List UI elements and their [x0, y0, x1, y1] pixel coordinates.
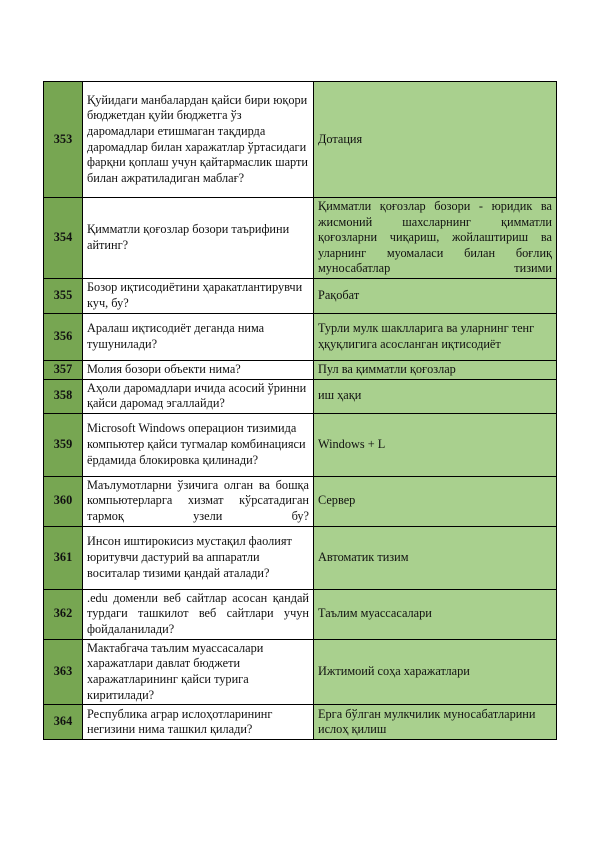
- row-number: 363: [44, 639, 83, 704]
- table-row: [44, 313, 557, 360]
- answer-cell: Ижтимоий соҳа харажатлари: [314, 639, 557, 704]
- answer-cell: Дотация: [314, 82, 557, 198]
- table-row: [44, 526, 557, 589]
- table-row: [44, 589, 557, 639]
- row-number: 356: [44, 313, 83, 360]
- answer-cell: Сервер: [314, 476, 557, 526]
- table-row: [44, 705, 557, 740]
- qa-table: [43, 81, 557, 740]
- question-cell: Республика аграр ислоҳотларининг негизини нима ташкил қилади?: [83, 705, 314, 740]
- table-row: [44, 82, 557, 198]
- question-cell: Аралаш иқтисодиёт деганда нима тушунилади?: [83, 313, 314, 360]
- question-cell: Бозор иқтисодиётини ҳаракатлантирувчи куч, бу?: [83, 278, 314, 313]
- answer-cell: Рақобат: [314, 278, 557, 313]
- question-cell: Қимматли қоғозлар бозори таърифини айтинг?: [83, 198, 314, 279]
- table-row: [44, 413, 557, 476]
- table-row: [44, 198, 557, 279]
- question-cell: .edu доменли веб сайтлар асосан қандай турдаги ташкилот веб сайтлари учун фойдаланилади?: [83, 589, 314, 639]
- answer-cell: Пул ва қимматли қоғозлар: [314, 360, 557, 379]
- row-number: 359: [44, 413, 83, 476]
- answer-cell: Турли мулк шаклларига ва уларнинг тенг ҳқуқлигига асосланган иқтисодиёт: [314, 313, 557, 360]
- row-number: 362: [44, 589, 83, 639]
- question-cell: Маълумотларни ўзичига олган ва бошқа компьютерларга хизмат кўрсатадиган тармоқ узели бу?: [83, 476, 314, 526]
- question-cell: Қуйидаги манбалардан қайси бири юқори бюджетдан қуйи бюджетга ўз даромадлари етишмаган тақдирда даромадлар билан харажатлар ўртасидаги фарқни қоплаш учун қайтармаслик шарти билан ажратиладиган маблағ?: [83, 82, 314, 198]
- row-number: 355: [44, 278, 83, 313]
- table-row: [44, 639, 557, 704]
- row-number: 360: [44, 476, 83, 526]
- question-cell: Мактабгача таълим муассасалари харажатлари давлат бюджети харажатларининг қайси турига киритилади?: [83, 639, 314, 704]
- table-row: [44, 360, 557, 379]
- row-number: 361: [44, 526, 83, 589]
- question-cell: Microsoft Windows операцион тизимида компьютер қайси тугмалар комбинацияси ёрдамида блокировка қилинади?: [83, 413, 314, 476]
- question-cell: Инсон иштирокисиз мустақил фаолият юритувчи дастурий ва аппаратли воситалар тизими қандай аталади?: [83, 526, 314, 589]
- answer-cell: Ерга бўлган мулкчилик муносабатларини ислоҳ қилиш: [314, 705, 557, 740]
- table-row: [44, 379, 557, 413]
- table-row: [44, 278, 557, 313]
- row-number: 364: [44, 705, 83, 740]
- row-number: 358: [44, 379, 83, 413]
- answer-cell: Таълим муассасалари: [314, 589, 557, 639]
- table-row: [44, 476, 557, 526]
- row-number: 357: [44, 360, 83, 379]
- answer-cell: Қимматли қоғозлар бозори - юридик ва жисмоний шахсларнинг қимматли қоғозларни чиқариш, жойлаштириш ва уларнинг муомаласи билан боғлиқ муносабатлар тизими: [314, 198, 557, 279]
- answer-cell: Автоматик тизим: [314, 526, 557, 589]
- answer-cell: Windows + L: [314, 413, 557, 476]
- row-number: 353: [44, 82, 83, 198]
- row-number: 354: [44, 198, 83, 279]
- question-cell: Аҳоли даромадлари ичида асосий ўринни қайси даромад эгаллайди?: [83, 379, 314, 413]
- answer-cell: иш ҳақи: [314, 379, 557, 413]
- question-cell: Молия бозори объекти нима?: [83, 360, 314, 379]
